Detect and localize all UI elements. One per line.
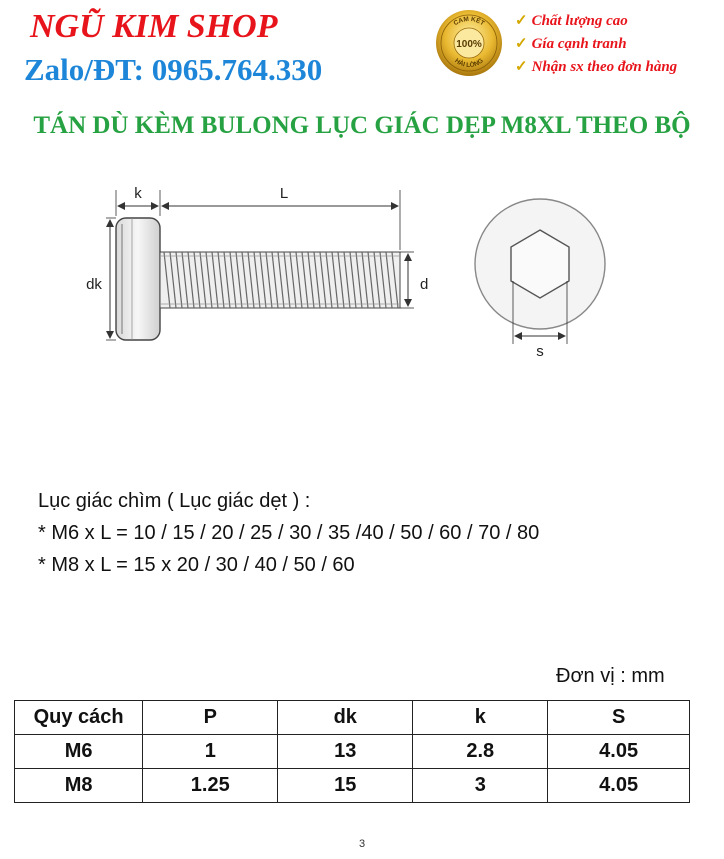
table-row <box>15 735 690 769</box>
table-cell: 13 <box>278 735 413 769</box>
bolt-head <box>116 218 160 340</box>
table-cell: 3 <box>413 769 548 803</box>
bolt-shank <box>160 252 400 308</box>
description-line-m8: * M8 x L = 15 x 20 / 30 / 40 / 50 / 60 <box>38 554 355 576</box>
contact-phone: Zalo/ĐT: 0965.764.330 <box>24 52 323 87</box>
table-cell: 4.05 <box>548 769 690 803</box>
description-line-m6: * M6 x L = 10 / 15 / 20 / 25 / 30 / 35 /40 / 50 / 60 / 70 / 80 <box>38 522 540 544</box>
table-header-cell: P <box>143 701 278 735</box>
badge-center-text: 100% <box>456 39 482 50</box>
checkmark-icon: ✓ <box>515 13 528 29</box>
table-cell: 4.05 <box>548 735 690 769</box>
table-cell: M6 <box>15 735 143 769</box>
badge-top-text: CAM KẾT <box>452 15 486 28</box>
dim-label-k: k <box>134 185 142 202</box>
table-cell: 15 <box>278 769 413 803</box>
dim-label-d: d <box>420 276 429 293</box>
table-header-cell: Quy cách <box>15 701 143 735</box>
bolt-end-view <box>475 199 605 360</box>
product-headline: TÁN DÙ KÈM BULONG LỤC GIÁC DẸP M8XL THEO BỘ <box>33 112 691 139</box>
bolt-dimension-diagram <box>70 180 700 380</box>
table-cell: 1 <box>143 735 278 769</box>
feature-item: ✓ Nhận sx theo đơn hàng <box>515 59 678 75</box>
dim-label-L: L <box>279 185 289 202</box>
feature-list <box>515 10 677 79</box>
table-cell: M8 <box>15 769 143 803</box>
spec-table <box>14 700 690 803</box>
table-header-row <box>15 701 690 735</box>
table-cell: 1.25 <box>143 769 278 803</box>
checkmark-icon: ✓ <box>515 36 528 52</box>
checkmark-icon: ✓ <box>515 59 528 75</box>
dim-label-dk: dk <box>86 276 102 293</box>
description-title: Lục giác chìm ( Lục giác dẹt ) : <box>38 490 311 512</box>
feature-item: ✓ Gía cạnh tranh <box>515 36 627 52</box>
shop-name: NGŨ KIM SHOP <box>30 8 278 45</box>
feature-item: ✓ Chất lượng cao <box>515 13 628 29</box>
size-description <box>38 485 539 581</box>
page-number: 3 <box>358 838 366 850</box>
dim-label-s: s <box>536 343 544 360</box>
table-header-cell: S <box>548 701 690 735</box>
badge-bottom-text: HÀI LÒNG <box>453 57 485 70</box>
table-row <box>15 769 690 803</box>
unit-label: Đơn vị : mm <box>556 665 665 687</box>
satisfaction-badge-icon <box>434 8 504 78</box>
table-header-cell: k <box>413 701 548 735</box>
table-cell: 2.8 <box>413 735 548 769</box>
table-header-cell: dk <box>278 701 413 735</box>
